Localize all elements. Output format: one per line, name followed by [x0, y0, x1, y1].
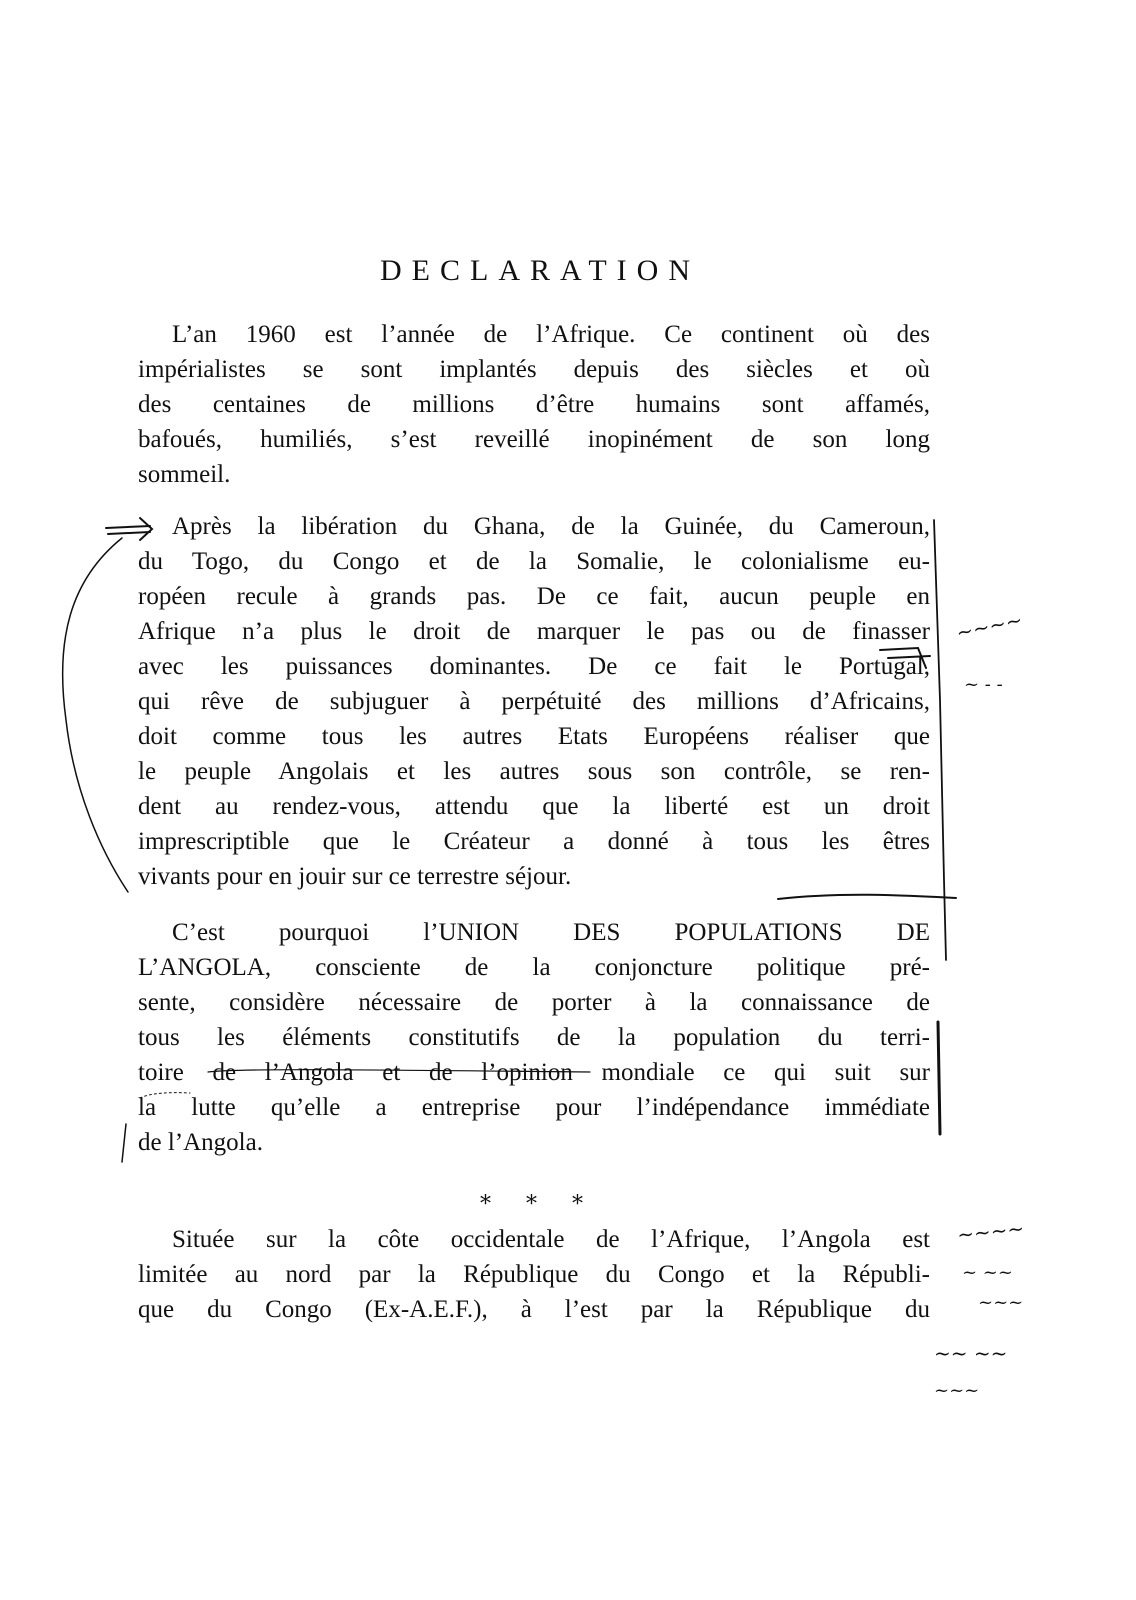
text-line: impérialistes se sont implantés depuis des siècles et où: [138, 356, 930, 383]
text-line: L’an 1960 est l’année de l’Afrique. Ce continent où des: [172, 321, 930, 348]
svg-text:~~~~: ~~~~: [956, 1216, 1026, 1247]
right-margin-line: [934, 520, 946, 960]
right-margin-bar: [938, 1022, 940, 1134]
text-line: du Togo, du Congo et de la Somalie, le colonialisme eu-: [138, 548, 930, 575]
dotted-curve: [140, 1093, 190, 1098]
left-small-bracket: [122, 1124, 126, 1162]
document-title: DECLARATION: [380, 254, 700, 287]
text-line: tous les éléments constitutifs de la population du terri-: [138, 1024, 930, 1051]
text-line: limitée au nord par la République du Congo et la Républi-: [138, 1261, 930, 1288]
section-separator: * * *: [480, 1192, 597, 1217]
text-line: imprescriptible que le Créateur a donné à tous les êtres: [138, 828, 930, 855]
text-line: C’est pourquoi l’UNION DES POPULATIONS DE: [172, 919, 930, 946]
text-line: Après la libération du Ghana, de la Guinée, du Cameroun,: [172, 513, 930, 540]
left-bracket-curve: [63, 538, 128, 892]
svg-text:~~~: ~~~: [978, 1292, 1024, 1313]
handwritten-notes: [934, 607, 1025, 1401]
text-line: des centaines de millions d’être humains sont affamés,: [138, 391, 930, 418]
text-line: sommeil.: [138, 461, 231, 488]
end-line-stroke: [778, 895, 956, 899]
svg-text:~~~: ~~~: [934, 1380, 980, 1401]
text-line: avec les puissances dominantes. De ce fait le Portugal,: [138, 653, 930, 680]
text-line: la lutte qu’elle a entreprise pour l’indépendance immédiate: [138, 1094, 930, 1121]
text-line: qui rêve de subjuguer à perpétuité des millions d’Africains,: [138, 688, 930, 715]
svg-text:~ ~~: ~ ~~: [962, 1262, 1013, 1283]
text-line: de l’Angola.: [138, 1129, 263, 1156]
underline-stroke: [208, 1070, 590, 1072]
text-line: L’ANGOLA, consciente de la conjoncture politique pré-: [138, 954, 930, 981]
text-line: ropéen recule à grands pas. De ce fait, aucun peuple en: [138, 583, 930, 610]
svg-text:~~~~: ~~~~: [954, 607, 1025, 645]
text-line: doit comme tous les autres Etats Européens réaliser que: [138, 723, 930, 750]
text-line: que du Congo (Ex-A.E.F.), à l’est par la République du: [138, 1296, 930, 1323]
text-line: le peuple Angolais et les autres sous son contrôle, se ren-: [138, 758, 930, 785]
hook-mark: [880, 648, 930, 668]
text-line: toire de l’Angola et de l’opinion mondiale ce qui suit sur: [138, 1059, 930, 1086]
svg-text:~~ ~~: ~~ ~~: [934, 1341, 1008, 1365]
text-line: dent au rendez-vous, attendu que la liberté est un droit: [138, 793, 930, 820]
svg-text:~ - -: ~ - -: [964, 674, 1003, 695]
text-line: Située sur la côte occidentale de l’Afrique, l’Angola est: [172, 1226, 930, 1253]
text-line: sente, considère nécessaire de porter à la connaissance de: [138, 989, 930, 1016]
text-line: bafoués, humiliés, s’est reveillé inopinément de son long: [138, 426, 930, 453]
margin-arrow: [106, 518, 152, 540]
text-line: vivants pour en jouir sur ce terrestre séjour.: [138, 863, 572, 890]
text-line: Afrique n’a plus le droit de marquer le pas ou de finasser: [138, 618, 930, 645]
